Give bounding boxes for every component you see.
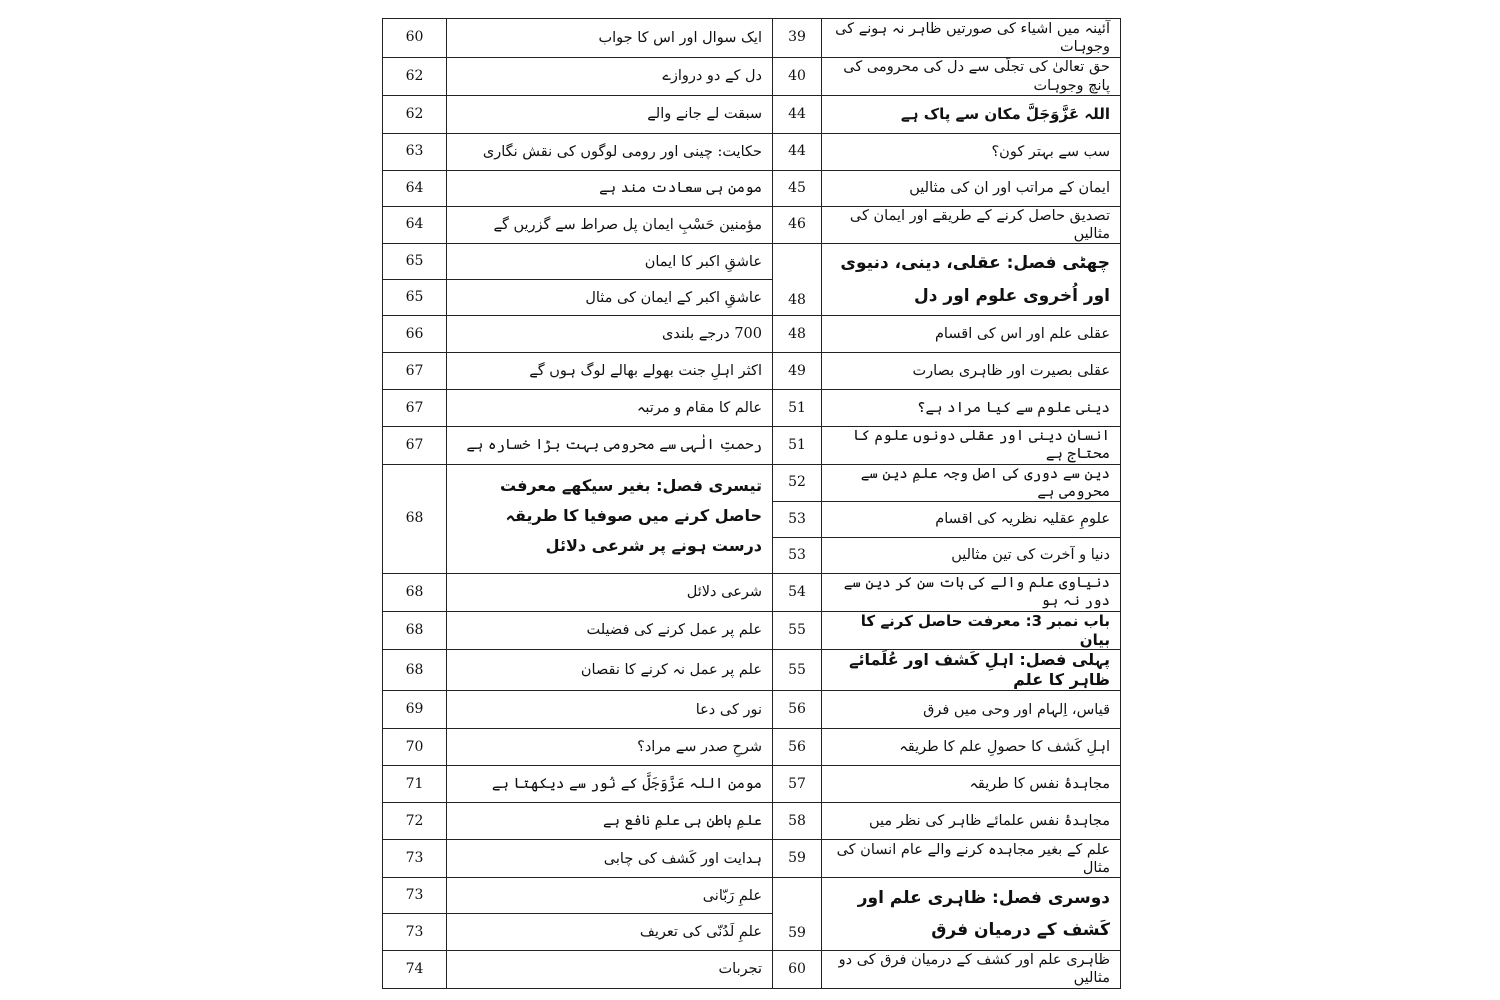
left-entry-title: شرحِ صدر سے مراد؟ xyxy=(447,729,773,766)
table-of-contents xyxy=(382,18,1121,989)
right-entry-title: اللہ عَزَّوَجَلَّ مکان سے پاک ہے xyxy=(822,96,1121,134)
right-entry-title: مجاہدۂ نفس علمائے ظاہر کی نظر میں xyxy=(822,803,1121,840)
table-row xyxy=(383,19,1121,58)
left-page-number: 71 xyxy=(383,766,447,803)
left-entry-title: دل کے دو دروازے xyxy=(447,58,773,96)
left-page-number: 67 xyxy=(383,353,447,390)
left-entry-title: مومن ہی سعادت مند ہے xyxy=(447,171,773,207)
table-row xyxy=(383,244,1121,280)
right-entry-title: آئینہ میں اشیاء کی صورتیں ظاہر نہ ہونے کی وجوہات xyxy=(822,19,1121,58)
left-entry-title: ایک سوال اور اس کا جواب xyxy=(447,19,773,58)
left-page-number: 64 xyxy=(383,207,447,244)
left-entry-title: تجربات xyxy=(447,951,773,988)
right-page-number: 59 xyxy=(773,840,822,878)
table-row xyxy=(383,573,1121,611)
left-page-number: 73 xyxy=(383,914,447,951)
right-page-number: 58 xyxy=(773,803,822,840)
right-entry-title: باب نمبر 3: معرفت حاصل کرنے کا بیان xyxy=(822,611,1121,650)
right-page-number: 49 xyxy=(773,353,822,390)
table-row xyxy=(383,691,1121,729)
right-page-number: 51 xyxy=(773,390,822,427)
right-page-number: 53 xyxy=(773,537,822,573)
right-entry-title: اہلِ کَشف کا حصولِ علم کا طریقہ xyxy=(822,729,1121,766)
right-page-number: 51 xyxy=(773,427,822,464)
right-page-number: 48 xyxy=(773,316,822,353)
right-entry-title: سب سے بہتر کون؟ xyxy=(822,134,1121,171)
right-page-number: 60 xyxy=(773,951,822,988)
left-entry-title: علمِ باطن ہی علمِ نافع ہے xyxy=(447,803,773,840)
left-entry-title: شرعی دلائل xyxy=(447,573,773,611)
left-entry-title: مومن اللہ عَزَّوَجَلَّ کے نُور سے دیکھتا ہے xyxy=(447,766,773,803)
right-entry-title: عقلی علم اور اس کی اقسام xyxy=(822,316,1121,353)
right-page-number: 56 xyxy=(773,691,822,729)
right-page-number: 55 xyxy=(773,650,822,691)
table-row xyxy=(383,207,1121,244)
table-row xyxy=(383,878,1121,914)
table-row xyxy=(383,134,1121,171)
left-entry-title: اکثر اہلِ جنت بھولے بھالے لوگ ہوں گے xyxy=(447,353,773,390)
section-heading: پہلی فصل: اہلِ کَشف اور عُلَمائے ظاہر کا علم xyxy=(822,650,1121,691)
left-entry-title: علم پر عمل نہ کرنے کا نقصان xyxy=(447,650,773,691)
right-page-number: 56 xyxy=(773,729,822,766)
table-row xyxy=(383,729,1121,766)
right-entry-title: علم کے بغیر مجاہدہ کرنے والے عام انسان کی مثال xyxy=(822,840,1121,878)
left-page-number: 68 xyxy=(383,611,447,650)
right-page-number: 52 xyxy=(773,464,822,501)
left-page-number: 74 xyxy=(383,951,447,988)
left-page-number: 69 xyxy=(383,691,447,729)
left-page-number: 65 xyxy=(383,244,447,280)
left-entry-title: ہدایت اور کَشف کی چابی xyxy=(447,840,773,878)
chapter-heading: تیسری فصل: بغیر سیکھے معرفت حاصل کرنے میں صوفیا کا طریقہ درست ہونے پر شرعی دلائل xyxy=(447,464,773,573)
right-entry-title: دین سے دوری کی اصل وجہ علمِ دین سے محرومی ہے xyxy=(822,464,1121,501)
right-page-number: 44 xyxy=(773,134,822,171)
right-page-number: 45 xyxy=(773,171,822,207)
left-page-number: 68 xyxy=(383,650,447,691)
table-row xyxy=(383,840,1121,878)
left-page-number: 70 xyxy=(383,729,447,766)
table-row xyxy=(383,803,1121,840)
right-page-number: 44 xyxy=(773,96,822,134)
table-row xyxy=(383,611,1121,650)
left-page-number: 60 xyxy=(383,19,447,58)
right-entry-title: تصدیق حاصل کرنے کے طریقے اور ایمان کی مثالیں xyxy=(822,207,1121,244)
right-page-number: 55 xyxy=(773,611,822,650)
table-row xyxy=(383,316,1121,353)
chapter-heading: چھٹی فصل: عقلی، دینی، دنیوی اور اُخروی علوم اور دل xyxy=(822,244,1121,316)
right-entry-title: مجاہدۂ نفس کا طریقہ xyxy=(822,766,1121,803)
left-entry-title: سبقت لے جانے والے xyxy=(447,96,773,134)
right-entry-title: علومِ عقلیہ نظریہ کی اقسام xyxy=(822,501,1121,537)
left-entry-title: عالم کا مقام و مرتبہ xyxy=(447,390,773,427)
table-row xyxy=(383,390,1121,427)
table-row xyxy=(383,427,1121,464)
left-page-number: 65 xyxy=(383,280,447,316)
right-page-number: 57 xyxy=(773,766,822,803)
table-row xyxy=(383,353,1121,390)
table-row xyxy=(383,96,1121,134)
left-entry-title: رحمتِ الٰہی سے محرومی بہت بڑا خسارہ ہے xyxy=(447,427,773,464)
table-row xyxy=(383,171,1121,207)
left-entry-title: نور کی دعا xyxy=(447,691,773,729)
right-entry-title: قیاس، اِلہام اور وحی میں فرق xyxy=(822,691,1121,729)
right-page-number: 40 xyxy=(773,58,822,96)
right-page-number: 39 xyxy=(773,19,822,58)
left-page-number: 63 xyxy=(383,134,447,171)
left-page-number: 67 xyxy=(383,427,447,464)
right-page-number: 46 xyxy=(773,207,822,244)
right-page-number: 48 xyxy=(773,244,822,316)
table-row xyxy=(383,58,1121,96)
right-entry-title: دنیا و آخرت کی تین مثالیں xyxy=(822,537,1121,573)
left-page-number: 73 xyxy=(383,878,447,914)
right-page-number: 54 xyxy=(773,573,822,611)
right-entry-title: ایمان کے مراتب اور ان کی مثالیں xyxy=(822,171,1121,207)
left-entry-title: حکایت: چینی اور رومی لوگوں کی نقش نگاری xyxy=(447,134,773,171)
table-row xyxy=(383,650,1121,691)
right-entry-title: انسان دینی اور عقلی دونوں علوم کا محتاج ہے xyxy=(822,427,1121,464)
right-entry-title: حق تعالیٰ کی تجلّی سے دل کی محرومی کی پانچ وجوہات xyxy=(822,58,1121,96)
left-entry-title: 700 درجے بلندی xyxy=(447,316,773,353)
right-entry-title: عقلی بصیرت اور ظاہری بصارت xyxy=(822,353,1121,390)
left-entry-title: علمِ رَبّانی xyxy=(447,878,773,914)
left-page-number: 62 xyxy=(383,96,447,134)
left-page-number: 72 xyxy=(383,803,447,840)
right-page-number: 53 xyxy=(773,501,822,537)
table-row xyxy=(383,766,1121,803)
right-entry-title: دینی علوم سے کیا مراد ہے؟ xyxy=(822,390,1121,427)
left-entry-title: مؤمنین حَسْبِ ایمان پل صراط سے گزریں گے xyxy=(447,207,773,244)
left-entry-title: عاشقِ اکبر کے ایمان کی مثال xyxy=(447,280,773,316)
left-page-number: 68 xyxy=(383,464,447,573)
right-page-number: 59 xyxy=(773,878,822,951)
left-page-number: 62 xyxy=(383,58,447,96)
left-entry-title: علمِ لَدُنّی کی تعریف xyxy=(447,914,773,951)
right-entry-title: ظاہری علم اور کشف کے درمیان فرق کی دو مثالیں xyxy=(822,951,1121,988)
left-entry-title: عاشقِ اکبر کا ایمان xyxy=(447,244,773,280)
left-page-number: 67 xyxy=(383,390,447,427)
chapter-heading: دوسری فصل: ظاہری علم اور کَشف کے درمیان فرق xyxy=(822,878,1121,951)
table-row xyxy=(383,951,1121,988)
table-row xyxy=(383,464,1121,501)
left-page-number: 66 xyxy=(383,316,447,353)
left-entry-title: علم پر عمل کرنے کی فضیلت xyxy=(447,611,773,650)
left-page-number: 73 xyxy=(383,840,447,878)
left-page-number: 68 xyxy=(383,573,447,611)
left-page-number: 64 xyxy=(383,171,447,207)
right-entry-title: دنیاوی علم والے کی بات سن کر دین سے دور نہ ہو xyxy=(822,573,1121,611)
